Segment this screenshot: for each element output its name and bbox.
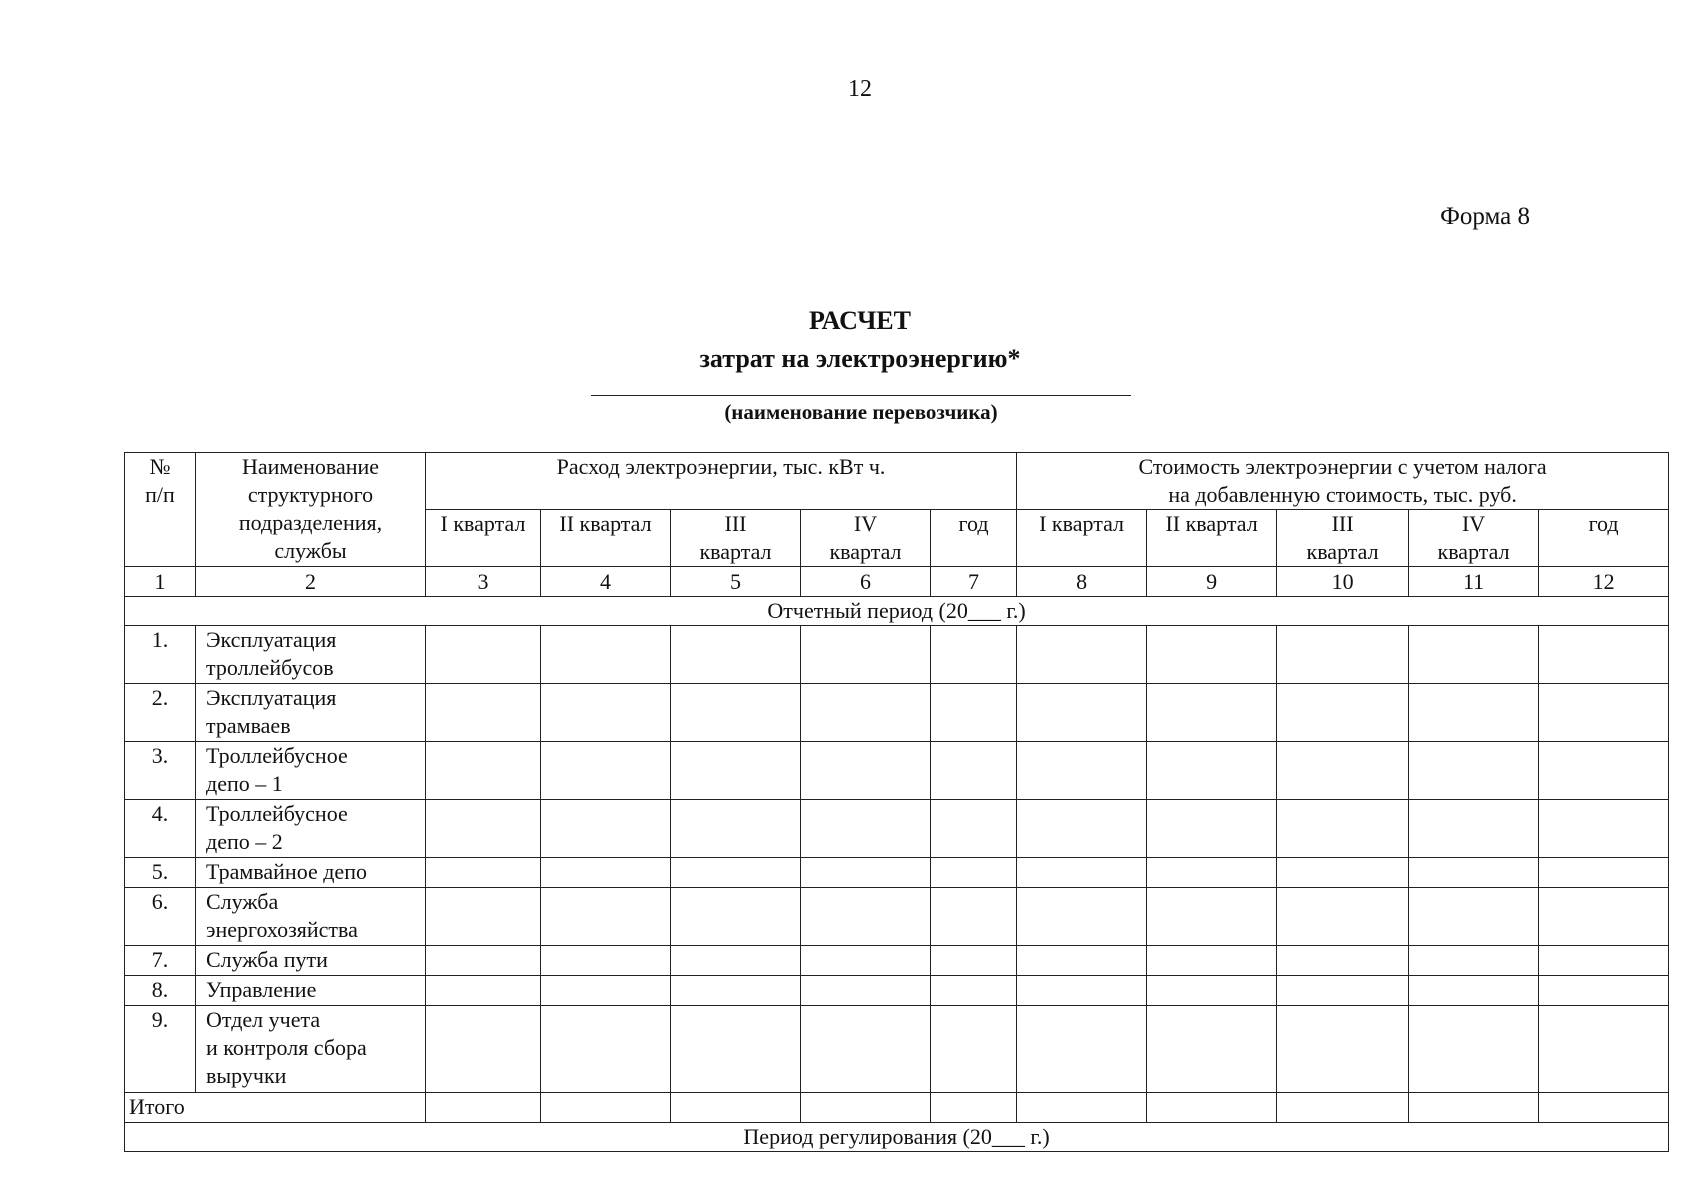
input-cell[interactable]: [1277, 684, 1409, 742]
row-number: 5.: [125, 858, 196, 888]
row-number: 1.: [125, 626, 196, 684]
input-cell[interactable]: [426, 1006, 541, 1093]
input-cell[interactable]: [801, 800, 931, 858]
period-header-12: год: [1539, 510, 1669, 567]
input-cell[interactable]: [931, 976, 1017, 1006]
table-row: [125, 888, 1669, 946]
total-label: Итого: [125, 1093, 426, 1123]
column-number-cell: 7: [931, 567, 1017, 597]
input-cell[interactable]: [1017, 1093, 1147, 1123]
input-cell[interactable]: [1147, 888, 1277, 946]
input-cell[interactable]: [1147, 800, 1277, 858]
input-cell[interactable]: [1277, 1093, 1409, 1123]
input-cell[interactable]: [671, 976, 801, 1006]
input-cell[interactable]: [541, 888, 671, 946]
input-cell[interactable]: [671, 800, 801, 858]
input-cell[interactable]: [801, 946, 931, 976]
row-number: 4.: [125, 800, 196, 858]
input-cell[interactable]: [1539, 1006, 1669, 1093]
input-cell[interactable]: [1409, 742, 1539, 800]
input-cell[interactable]: [1147, 976, 1277, 1006]
input-cell[interactable]: [1409, 858, 1539, 888]
input-cell[interactable]: [1277, 1006, 1409, 1093]
row-number: 2.: [125, 684, 196, 742]
input-cell[interactable]: [1147, 742, 1277, 800]
title-line-1: РАСЧЕТ: [809, 306, 911, 335]
input-cell[interactable]: [1017, 626, 1147, 684]
table-row: [125, 858, 1669, 888]
header-consumption-group: Расход электроэнергии, тыс. кВт ч.: [426, 453, 1017, 510]
table-row: [125, 1006, 1669, 1093]
input-cell[interactable]: [426, 800, 541, 858]
column-number-cell: 6: [801, 567, 931, 597]
input-cell[interactable]: [426, 742, 541, 800]
input-cell[interactable]: [541, 742, 671, 800]
period-header-6: IV квартал: [801, 510, 931, 567]
title-line-2: затрат на электроэнергию*: [699, 344, 1021, 373]
period-header-3: I квартал: [426, 510, 541, 567]
input-cell[interactable]: [931, 742, 1017, 800]
table-row: [125, 800, 1669, 858]
input-cell[interactable]: [1017, 888, 1147, 946]
input-cell[interactable]: [671, 684, 801, 742]
input-cell[interactable]: [1017, 946, 1147, 976]
carrier-name-caption: (наименование перевозчика): [724, 400, 998, 424]
period-header-4: II квартал: [541, 510, 671, 567]
row-number: 9.: [125, 1006, 196, 1093]
input-cell[interactable]: [671, 742, 801, 800]
input-cell[interactable]: [801, 1006, 931, 1093]
input-cell[interactable]: [931, 1093, 1017, 1123]
table-body: [125, 626, 1669, 1093]
input-cell[interactable]: [801, 684, 931, 742]
document-title: [0, 302, 1696, 378]
input-cell[interactable]: [1539, 888, 1669, 946]
input-cell[interactable]: [1277, 976, 1409, 1006]
input-cell[interactable]: [426, 626, 541, 684]
input-cell[interactable]: [1017, 976, 1147, 1006]
header-number: № п/п: [125, 453, 196, 567]
row-subdivision-name: Трамвайное депо: [196, 858, 426, 888]
row-subdivision-name: Служба пути: [196, 946, 426, 976]
input-cell[interactable]: [1539, 976, 1669, 1006]
input-cell[interactable]: [671, 946, 801, 976]
input-cell[interactable]: [1147, 858, 1277, 888]
page-number: 12: [848, 76, 872, 102]
input-cell[interactable]: [1409, 888, 1539, 946]
period-header-7: год: [931, 510, 1017, 567]
row-number: 6.: [125, 888, 196, 946]
input-cell[interactable]: [426, 684, 541, 742]
section-reporting-period: Отчетный период (20___ г.): [125, 597, 1669, 626]
input-cell[interactable]: [931, 800, 1017, 858]
input-cell[interactable]: [1147, 1006, 1277, 1093]
input-cell[interactable]: [801, 976, 931, 1006]
input-cell[interactable]: [1539, 946, 1669, 976]
energy-cost-table: [124, 452, 1669, 1152]
input-cell[interactable]: [1409, 684, 1539, 742]
input-cell[interactable]: [1147, 684, 1277, 742]
column-number-cell: 3: [426, 567, 541, 597]
input-cell[interactable]: [671, 888, 801, 946]
table-row: [125, 976, 1669, 1006]
period-header-11: IV квартал: [1409, 510, 1539, 567]
column-number-cell: 9: [1147, 567, 1277, 597]
input-cell[interactable]: [1539, 1093, 1669, 1123]
input-cell[interactable]: [1277, 626, 1409, 684]
form-label: Форма 8: [1440, 203, 1530, 230]
input-cell[interactable]: [931, 888, 1017, 946]
column-number-cell: 8: [1017, 567, 1147, 597]
period-header-8: I квартал: [1017, 510, 1147, 567]
input-cell[interactable]: [1277, 858, 1409, 888]
period-header-9: II квартал: [1147, 510, 1277, 567]
input-cell[interactable]: [541, 858, 671, 888]
input-cell[interactable]: [1409, 800, 1539, 858]
input-cell[interactable]: [801, 626, 931, 684]
input-cell[interactable]: [541, 976, 671, 1006]
input-cell[interactable]: [1539, 626, 1669, 684]
input-cell[interactable]: [931, 858, 1017, 888]
input-cell[interactable]: [931, 626, 1017, 684]
column-number-cell: 5: [671, 567, 801, 597]
row-subdivision-name: Троллейбусное депо – 2: [196, 800, 426, 858]
input-cell[interactable]: [1539, 858, 1669, 888]
input-cell[interactable]: [1539, 684, 1669, 742]
input-cell[interactable]: [1409, 976, 1539, 1006]
input-cell[interactable]: [541, 1006, 671, 1093]
input-cell[interactable]: [671, 1006, 801, 1093]
input-cell[interactable]: [1409, 1006, 1539, 1093]
input-cell[interactable]: [1017, 684, 1147, 742]
column-numbers-row: [125, 567, 1669, 597]
column-number-cell: 11: [1409, 567, 1539, 597]
input-cell[interactable]: [1147, 1093, 1277, 1123]
input-cell[interactable]: [1409, 626, 1539, 684]
input-cell[interactable]: [801, 858, 931, 888]
input-cell[interactable]: [541, 800, 671, 858]
input-cell[interactable]: [1277, 888, 1409, 946]
section-regulation-period: Период регулирования (20___ г.): [125, 1123, 1669, 1152]
carrier-name-blank-line: [591, 395, 1131, 396]
input-cell[interactable]: [1017, 800, 1147, 858]
input-cell[interactable]: [426, 1093, 541, 1123]
input-cell[interactable]: [1539, 800, 1669, 858]
column-number-cell: 2: [196, 567, 426, 597]
row-number: 3.: [125, 742, 196, 800]
header-subdivision-name: Наименование структурного подразделения, службы: [196, 453, 426, 567]
row-subdivision-name: Троллейбусное депо – 1: [196, 742, 426, 800]
input-cell[interactable]: [801, 742, 931, 800]
column-number-cell: 10: [1277, 567, 1409, 597]
row-number: 7.: [125, 946, 196, 976]
input-cell[interactable]: [541, 1093, 671, 1123]
input-cell[interactable]: [1017, 742, 1147, 800]
table-row: [125, 946, 1669, 976]
column-number-cell: 1: [125, 567, 196, 597]
input-cell[interactable]: [426, 976, 541, 1006]
input-cell[interactable]: [1277, 800, 1409, 858]
row-subdivision-name: Отдел учета и контроля сбора выручки: [196, 1006, 426, 1093]
input-cell[interactable]: [426, 858, 541, 888]
input-cell[interactable]: [931, 946, 1017, 976]
input-cell[interactable]: [426, 946, 541, 976]
row-subdivision-name: Управление: [196, 976, 426, 1006]
input-cell[interactable]: [671, 1093, 801, 1123]
input-cell[interactable]: [1147, 626, 1277, 684]
table-row: [125, 684, 1669, 742]
input-cell[interactable]: [1409, 1093, 1539, 1123]
input-cell[interactable]: [1017, 1006, 1147, 1093]
row-subdivision-name: Эксплуатация трамваев: [196, 684, 426, 742]
column-number-cell: 12: [1539, 567, 1669, 597]
input-cell[interactable]: [671, 626, 801, 684]
table-row: [125, 742, 1669, 800]
row-number: 8.: [125, 976, 196, 1006]
input-cell[interactable]: [931, 1006, 1017, 1093]
input-cell[interactable]: [1539, 742, 1669, 800]
period-header-5: III квартал: [671, 510, 801, 567]
period-header-10: III квартал: [1277, 510, 1409, 567]
input-cell[interactable]: [671, 858, 801, 888]
input-cell[interactable]: [1147, 946, 1277, 976]
input-cell[interactable]: [801, 1093, 931, 1123]
row-subdivision-name: Эксплуатация троллейбусов: [196, 626, 426, 684]
input-cell[interactable]: [1277, 946, 1409, 976]
input-cell[interactable]: [1409, 946, 1539, 976]
input-cell[interactable]: [541, 946, 671, 976]
input-cell[interactable]: [426, 888, 541, 946]
input-cell[interactable]: [1017, 858, 1147, 888]
table-row: [125, 626, 1669, 684]
input-cell[interactable]: [931, 684, 1017, 742]
input-cell[interactable]: [801, 888, 931, 946]
input-cell[interactable]: [541, 626, 671, 684]
input-cell[interactable]: [541, 684, 671, 742]
column-number-cell: 4: [541, 567, 671, 597]
input-cell[interactable]: [1277, 742, 1409, 800]
row-subdivision-name: Служба энергохозяйства: [196, 888, 426, 946]
header-cost-group: Стоимость электроэнергии с учетом налога на добавленную стоимость, тыс. руб.: [1017, 453, 1669, 510]
